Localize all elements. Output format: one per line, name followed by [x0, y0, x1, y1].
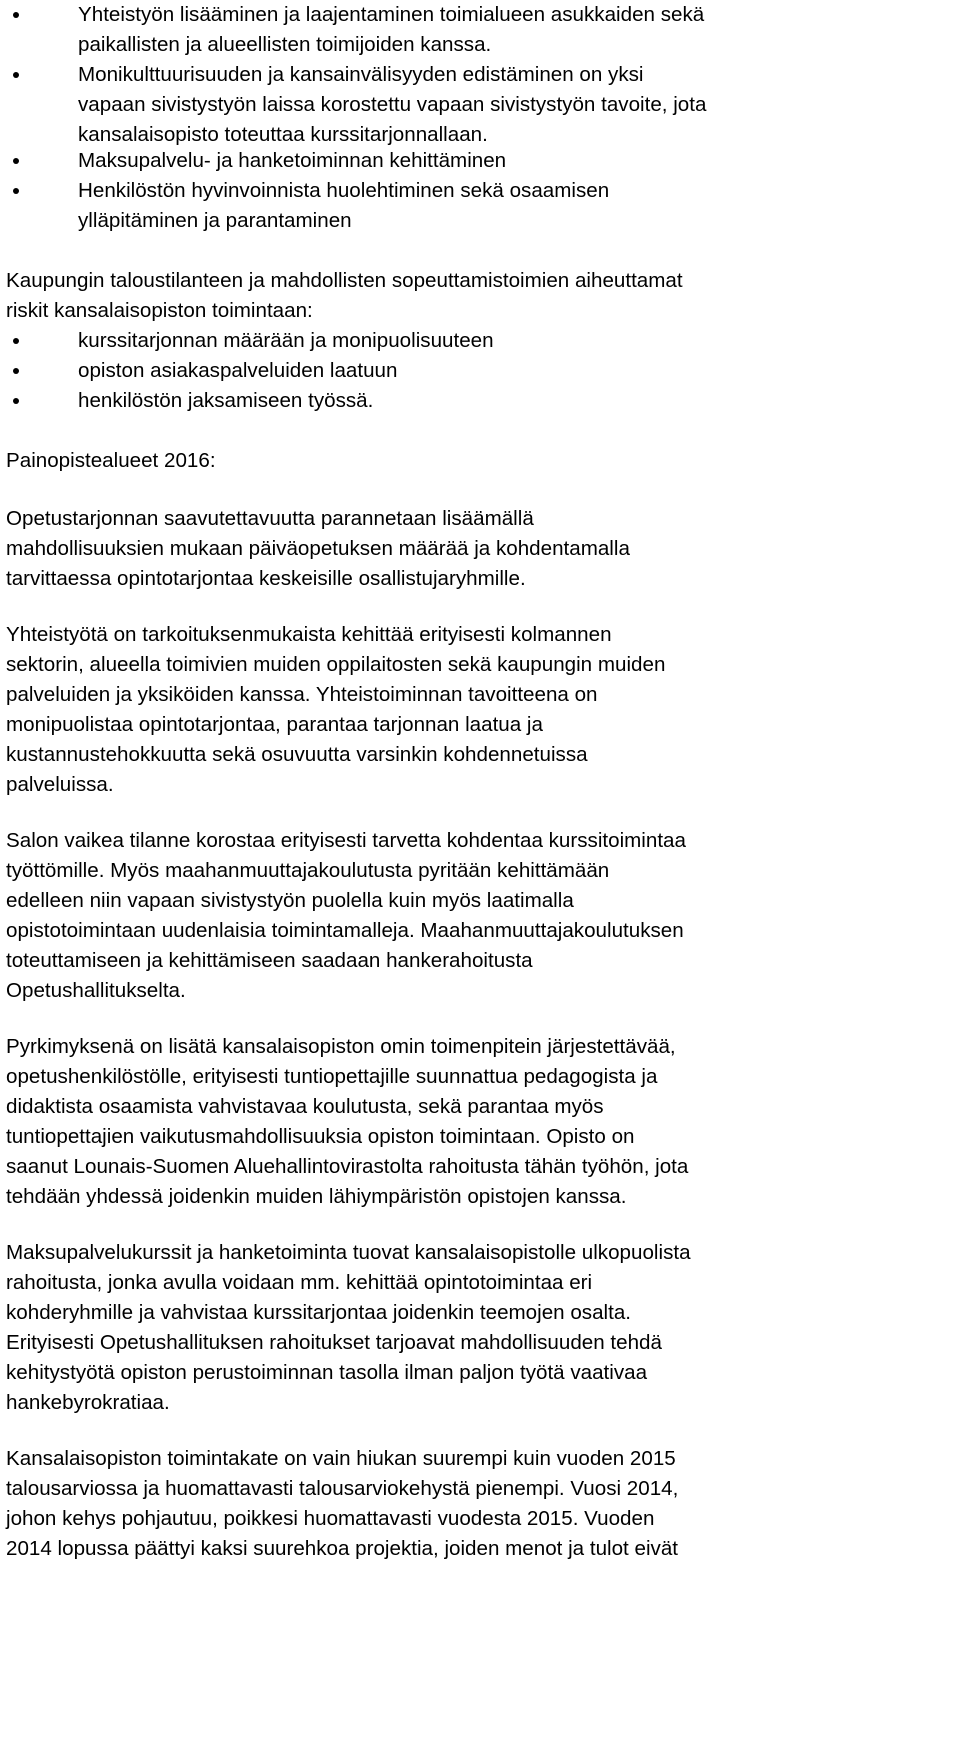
text-line: saanut Lounais-Suomen Aluehallintovirastolta rahoitusta tähän työhön, jota — [6, 1155, 689, 1178]
text-line: Monikulttuurisuuden ja kansainvälisyyden edistäminen on yksi — [78, 63, 644, 86]
text-line: rahoitusta, jonka avulla voidaan mm. kehittää opintotoimintaa eri — [6, 1271, 593, 1294]
list-item — [0, 326, 960, 356]
text-line: työttömille. Myös maahanmuuttajakoulutusta pyritään kehittämään — [6, 859, 610, 882]
text-line: kustannustehokkuutta sekä osuvuutta varsinkin kohdennetuissa — [6, 743, 588, 766]
text-line: vapaan sivistystyön laissa korostettu vapaan sivistystyön tavoite, jota — [78, 93, 707, 116]
bullet-icon — [13, 188, 19, 194]
text-line: talousarviossa ja huomattavasti talousarviokehystä pienempi. Vuosi 2014, — [6, 1477, 679, 1500]
paragraph — [6, 1032, 956, 1212]
list-item-text — [78, 60, 706, 150]
text-line: Salon vaikea tilanne korostaa erityisesti tarvetta kohdentaa kurssitoimintaa — [6, 829, 686, 852]
text-line: 2014 lopussa päättyi kaksi suurehkoa projektia, joiden menot ja tulot eivät — [6, 1537, 678, 1560]
text-line: kehitystyötä opiston perustoiminnan tasolla ilman paljon työtä vaativaa — [6, 1361, 648, 1384]
section-heading: Painopistealueet 2016: — [6, 449, 216, 472]
text-line: Henkilöstön hyvinvoinnista huolehtiminen sekä osaamisen — [78, 179, 610, 202]
list-item-text: kurssitarjonnan määrään ja monipuolisuuteen — [78, 329, 494, 352]
text-line: palveluissa. — [6, 773, 114, 796]
paragraph — [6, 620, 956, 800]
text-line: palveluiden ja yksiköiden kanssa. Yhteistoiminnan tavoitteena on — [6, 683, 598, 706]
text-line: tuntiopettajien vaikutusmahdollisuuksia opiston toimintaan. Opisto on — [6, 1125, 635, 1148]
paragraph — [6, 1444, 956, 1564]
text-line: riskit kansalaisopiston toimintaan: — [6, 299, 313, 322]
bullet-icon — [13, 368, 19, 374]
text-line: opetushenkilöstölle, erityisesti tuntiopettajille suunnattua pedagogista ja — [6, 1065, 658, 1088]
bullet-icon — [13, 72, 19, 78]
text-line: Erityisesti Opetushallituksen rahoitukset tarjoavat mahdollisuuden tehdä — [6, 1331, 662, 1354]
text-line: Opetustarjonnan saavutettavuutta parannetaan lisäämällä — [6, 507, 534, 530]
text-line: Maksupalvelu- ja hanketoiminnan kehittäminen — [78, 149, 507, 172]
text-line: kansalaisopisto toteuttaa kurssitarjonnallaan. — [78, 123, 488, 146]
list-item — [0, 386, 960, 416]
text-line: Yhteistyön lisääminen ja laajentaminen toimialueen asukkaiden sekä — [78, 3, 705, 26]
text-line: Kansalaisopiston toimintakate on vain hiukan suurempi kuin vuoden 2015 — [6, 1447, 676, 1470]
text-line: monipuolistaa opintotarjontaa, parantaa tarjonnan laatua ja — [6, 713, 543, 736]
list-item-text — [78, 146, 506, 176]
list-item — [0, 176, 960, 236]
list-item — [0, 60, 960, 150]
text-line: toteuttamiseen ja kehittämiseen saadaan hankerahoitusta — [6, 949, 533, 972]
text-line: hankebyrokratiaa. — [6, 1391, 170, 1414]
list-item-text: henkilöstön jaksamiseen työssä. — [78, 389, 374, 412]
text-line: didaktista osaamista vahvistavaa koulutusta, sekä parantaa myös — [6, 1095, 604, 1118]
risk-intro — [6, 266, 956, 326]
list-item-text — [78, 176, 609, 236]
paragraph — [6, 1238, 956, 1418]
list-item — [0, 356, 960, 386]
text-line: mahdollisuuksien mukaan päiväopetuksen määrää ja kohdentamalla — [6, 537, 630, 560]
text-line: sektorin, alueella toimivien muiden oppilaitosten sekä kaupungin muiden — [6, 653, 666, 676]
bullet-icon — [13, 338, 19, 344]
text-line: ylläpitäminen ja parantaminen — [78, 209, 352, 232]
text-line: Maksupalvelukurssit ja hanketoiminta tuovat kansalaisopistolle ulkopuolista — [6, 1241, 691, 1264]
bullet-icon — [13, 398, 19, 404]
bullet-icon — [13, 158, 19, 164]
text-line: kohderyhmille ja vahvistaa kurssitarjontaa joidenkin teemojen osalta. — [6, 1301, 632, 1324]
list-item — [0, 146, 960, 176]
text-line: Pyrkimyksenä on lisätä kansalaisopiston omin toimenpitein järjestettävää, — [6, 1035, 676, 1058]
text-line: tehdään yhdessä joidenkin muiden lähiympäristön opistojen kanssa. — [6, 1185, 627, 1208]
text-line: edelleen niin vapaan sivistystyön puolella kuin myös laatimalla — [6, 889, 574, 912]
text-line: Yhteistyötä on tarkoituksenmukaista kehittää erityisesti kolmannen — [6, 623, 612, 646]
paragraph — [6, 826, 956, 1006]
text-line: paikallisten ja alueellisten toimijoiden kanssa. — [78, 33, 492, 56]
text-line: opistotoimintaan uudenlaisia toimintamalleja. Maahanmuuttajakoulutuksen — [6, 919, 684, 942]
list-item-text — [78, 0, 704, 60]
paragraph — [6, 504, 956, 594]
text-line: johon kehys pohjautuu, poikkesi huomattavasti vuodesta 2015. Vuoden — [6, 1507, 655, 1530]
text-line: tarvittaessa opintotarjontaa keskeisille osallistujaryhmille. — [6, 567, 526, 590]
text-line: Opetushallitukselta. — [6, 979, 186, 1002]
list-item — [0, 0, 960, 60]
list-item-text: opiston asiakaspalveluiden laatuun — [78, 359, 398, 382]
text-line: Kaupungin taloustilanteen ja mahdollisten sopeuttamistoimien aiheuttamat — [6, 269, 683, 292]
bullet-icon — [13, 12, 19, 18]
